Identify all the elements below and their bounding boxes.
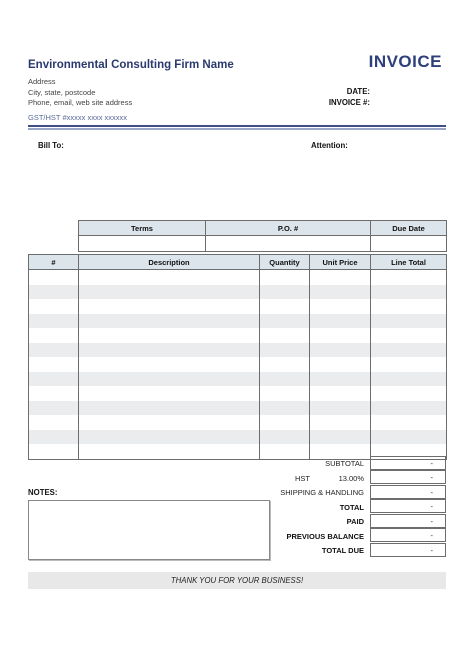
- total-label: TOTAL: [339, 503, 364, 512]
- date-label: DATE:: [346, 87, 370, 96]
- invoice-number-label: INVOICE #:: [328, 98, 370, 107]
- invoice-title: INVOICE: [368, 52, 442, 71]
- bill-to-label: Bill To:: [38, 141, 64, 150]
- shipping-label: SHIPPING & HANDLING: [280, 488, 364, 497]
- table-row: [29, 299, 447, 314]
- due-date-cell[interactable]: [371, 236, 447, 252]
- description-header: Description: [79, 255, 260, 270]
- item-number-header: #: [29, 255, 79, 270]
- shipping-value[interactable]: -: [370, 485, 446, 499]
- terms-header: Terms: [79, 221, 206, 236]
- total-value[interactable]: -: [370, 499, 446, 513]
- city-line: City, state, postcode: [28, 88, 96, 97]
- due-date-header: Due Date: [371, 221, 447, 236]
- header-rule: [28, 125, 446, 127]
- quantity-header: Quantity: [260, 255, 310, 270]
- paid-label: PAID: [346, 517, 364, 526]
- table-row: [29, 415, 447, 430]
- table-row: [29, 357, 447, 372]
- header-rule-light: [28, 128, 446, 130]
- table-row: [29, 285, 447, 300]
- terms-table: [78, 220, 447, 252]
- hst-value[interactable]: -: [370, 470, 446, 484]
- hst-rate: 13.00%: [338, 474, 364, 483]
- subtotal-value[interactable]: -: [370, 456, 446, 470]
- items-table: [28, 254, 447, 460]
- po-header: P.O. #: [206, 221, 371, 236]
- table-row: [29, 314, 447, 329]
- table-row: [29, 372, 447, 387]
- table-row: [29, 430, 447, 445]
- gst-number: GST/HST #xxxxx xxxx xxxxxx: [28, 113, 128, 122]
- po-cell[interactable]: [206, 236, 371, 252]
- table-row: [29, 328, 447, 343]
- table-row: [29, 401, 447, 416]
- hst-label: HST: [295, 474, 310, 483]
- notes-label: NOTES:: [28, 488, 58, 497]
- notes-box[interactable]: [28, 500, 270, 560]
- contact-line: Phone, email, web site address: [28, 98, 133, 107]
- address-line: Address: [28, 77, 56, 86]
- subtotal-label: SUBTOTAL: [325, 459, 364, 468]
- table-row: [29, 386, 447, 401]
- total-due-label: TOTAL DUE: [321, 546, 364, 555]
- total-due-value[interactable]: -: [370, 543, 446, 557]
- unit-price-header: Unit Price: [310, 255, 371, 270]
- attention-label: Attention:: [311, 141, 348, 150]
- previous-balance-value[interactable]: -: [370, 528, 446, 542]
- thank-you-message: THANK YOU FOR YOUR BUSINESS!: [28, 572, 446, 589]
- previous-balance-label: PREVIOUS BALANCE: [286, 532, 364, 541]
- table-row: [29, 270, 447, 285]
- terms-cell[interactable]: [79, 236, 206, 252]
- table-row: [29, 343, 447, 358]
- line-total-header: Line Total: [371, 255, 447, 270]
- company-name: Environmental Consulting Firm Name: [28, 59, 234, 71]
- paid-value[interactable]: -: [370, 514, 446, 528]
